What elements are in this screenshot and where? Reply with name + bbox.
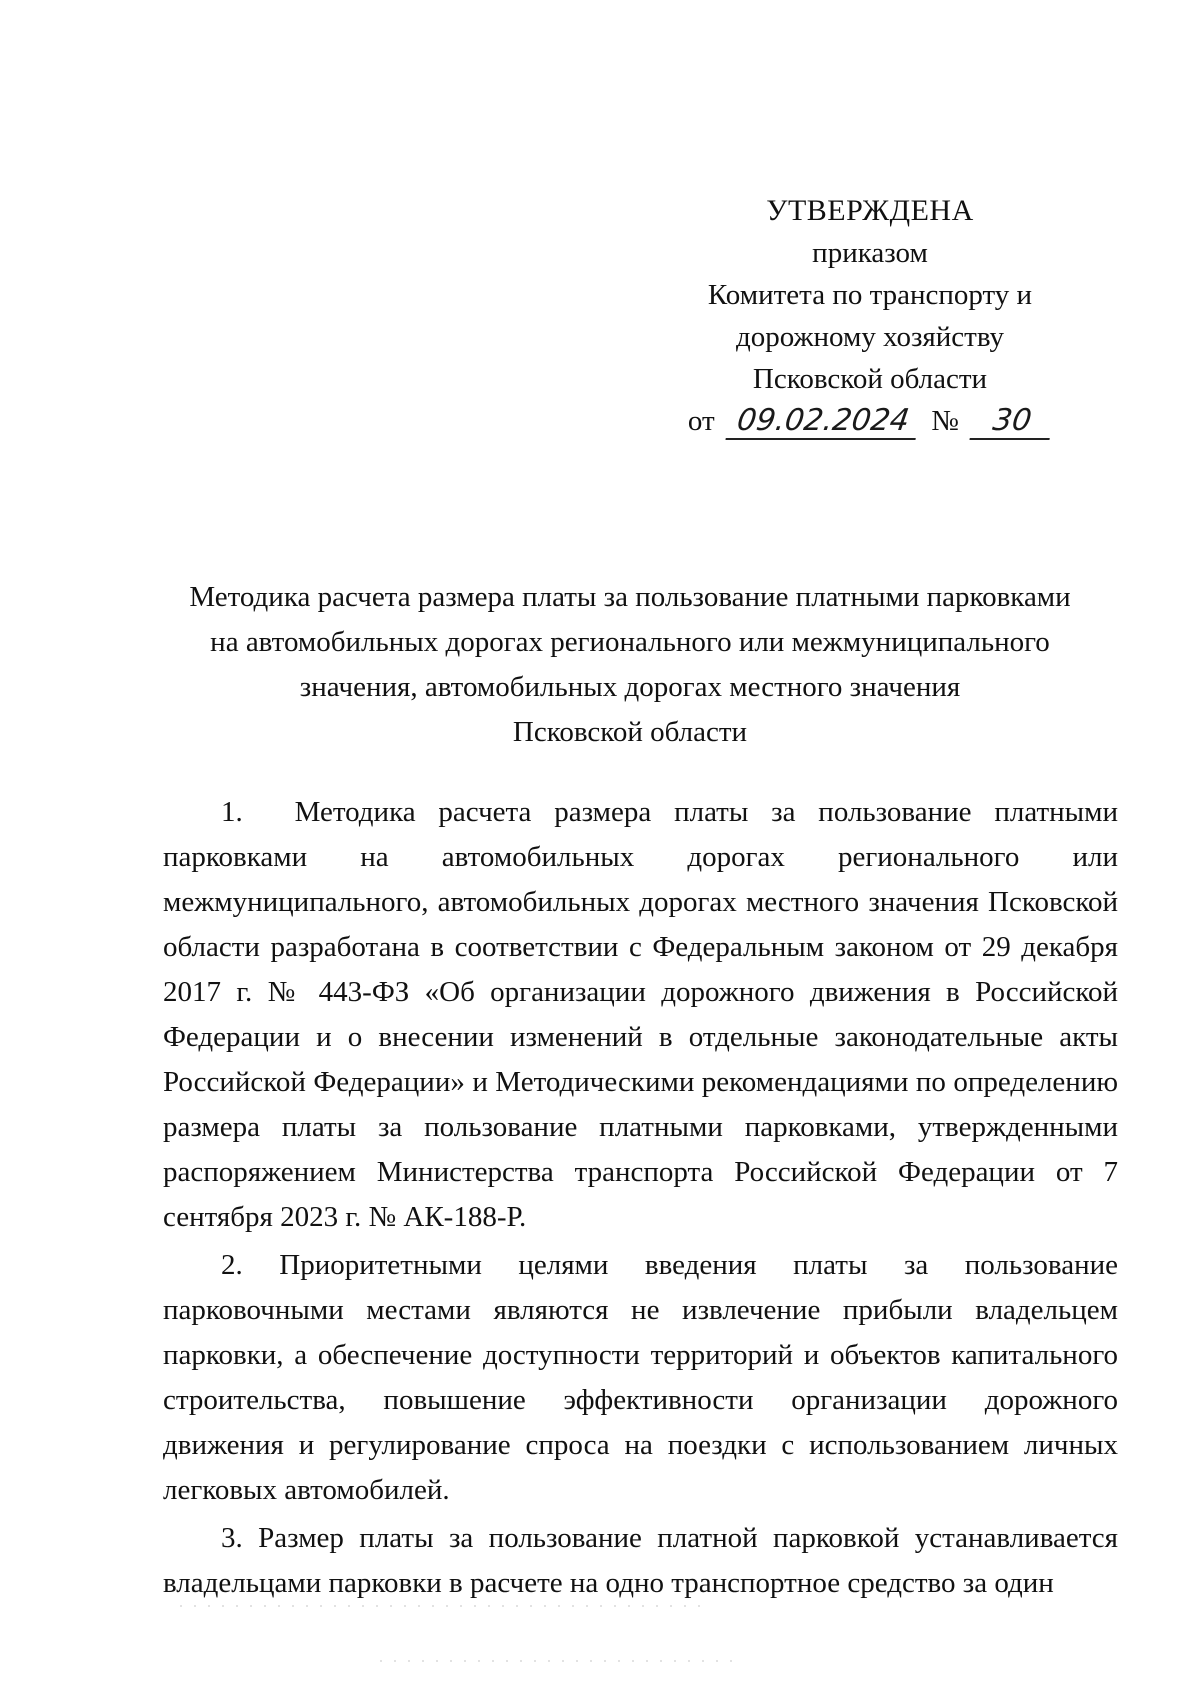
approval-line-committee: Комитета по транспорту и xyxy=(707,279,1033,311)
document-title xyxy=(160,575,1100,755)
approval-line-roads: дорожному хозяйству xyxy=(735,321,1005,353)
handwritten-number: 30 xyxy=(970,404,1055,440)
handwritten-date: 09.02.2024 xyxy=(725,404,920,440)
document-body xyxy=(163,790,1118,1609)
paragraph-3: 3. Размер платы за пользование платной парковкой устанавливается владельцами парковки в расчете на одно транспортное средство за один xyxy=(163,1522,1118,1599)
scan-noise xyxy=(380,1660,740,1662)
approval-line-region: Псковской области xyxy=(752,363,988,395)
approval-block xyxy=(660,190,1080,442)
scan-noise xyxy=(180,1605,700,1607)
paragraph-2: 2. Приоритетными целями введения платы за пользование парковочными местами являются не извлечение прибыли владельцем парковки, а обеспечение доступности территорий и объектов капитального строительства, повышение эффективности организации дорожного движения и регулирование спроса на поездки с использованием личных легковых автомобилей. xyxy=(163,1249,1118,1506)
title-line-3: значения, автомобильных дорогах местного значения xyxy=(299,671,961,703)
title-line-1: Методика расчета размера платы за пользование платными парковками xyxy=(189,581,1071,613)
approval-heading: УТВЕРЖДЕНА xyxy=(766,194,974,227)
order-date-number xyxy=(688,400,1052,442)
title-line-2: на автомобильных дорогах регионального или межмуниципального xyxy=(210,626,1050,658)
title-line-4: Псковской области xyxy=(512,716,748,748)
from-label: от xyxy=(687,405,715,437)
number-label: № xyxy=(931,405,959,437)
approval-line-order: приказом xyxy=(812,237,928,269)
approval-date-line xyxy=(660,400,1080,442)
paragraph-1: 1. Методика расчета размера платы за пользование платными парковками на автомобильных дорогах регионального или межмуниципального, автомобильных дорогах местного значения Псковской области разработана в соответствии с Федеральным законом от 29 декабря 2017 г. № 443-ФЗ «Об организации дорожного движения в Российской Федерации и о внесении изменений в отдельные законодательные акты Российской Федерации» и Методическими рекомендациями по определению размера платы за пользование платными парковками, утвержденными распоряжением Министерства транспорта Российской Федерации от 7 сентября 2023 г. № АК-188-Р. xyxy=(163,796,1118,1233)
